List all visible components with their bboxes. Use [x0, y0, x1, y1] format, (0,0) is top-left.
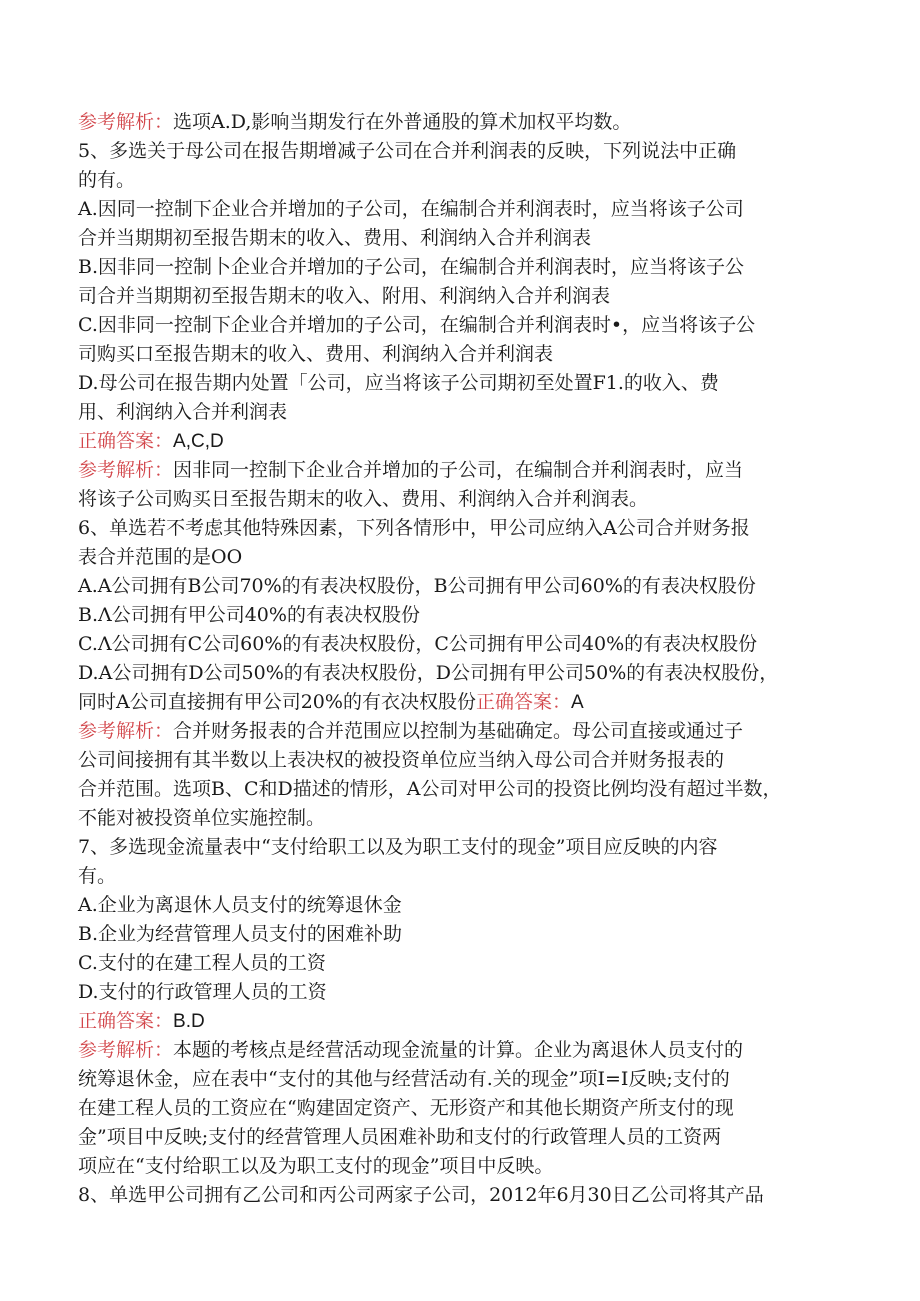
- question-5-option-b: B.因非同一控制卜企业合并增加的子公司，在编制合并利润表时，应当将该子公: [78, 256, 745, 278]
- question-7-answer: [78, 1007, 848, 1036]
- question-5-explanation: [78, 456, 848, 485]
- label-line-explanation-4: [78, 108, 848, 137]
- question-7-stem-cont: 有。: [78, 865, 117, 887]
- question-5-option-b-cont: 司合并当期期初至报告期末的收入、附用、利润纳入合并利润表: [78, 285, 611, 307]
- question-5-stem: 5、多选关于母公司在报告期增减子公司在合并利润表的反映，下列说法中正确: [78, 140, 737, 162]
- explanation-label: 参考解析：: [78, 720, 174, 742]
- question-6-option-a: A.A公司拥有B公司70%的有表决权股份，B公司拥有甲公司60%的有表决权股份: [78, 575, 756, 597]
- answer-value: A,C,D: [173, 431, 224, 452]
- question-6-option-d: D.A公司拥有D公司50%的有表决权股份，D公司拥有甲公司50%的有表决权股份，: [78, 662, 779, 684]
- question-5-option-d: D.母公司在报告期内处置「公司，应当将该子公司期初至处置F1.的收入、费: [78, 372, 719, 394]
- answer-label: 正确答案：: [78, 1010, 174, 1032]
- explanation-label: 参考解析：: [78, 459, 174, 481]
- question-5-explanation-cont: 将该子公司购买日至报告期末的收入、费用、利润纳入合并利润表。: [78, 488, 649, 510]
- question-5-answer: [78, 427, 848, 456]
- explanation-label: 参考解析：: [78, 1039, 174, 1061]
- question-7-option-a: A.企业为离退休人员支付的统筹退休金: [78, 894, 402, 916]
- question-6-option-c: C.Λ公司拥有C公司60%的有表决权股份，C公司拥有甲公司40%的有表决权股份: [78, 633, 758, 655]
- answer-label: 正确答案：: [475, 691, 571, 713]
- question-5-option-c: C.因非同一控制下企业合并增加的子公司，在编制合并利润表时•，应当将该子公: [78, 314, 756, 336]
- answer-label: 正确答案：: [78, 430, 174, 452]
- question-6-stem: 6、单选若不考虑其他特殊因素，下列各情形中，甲公司应纳入A公司合并财务报: [78, 517, 750, 539]
- question-7-option-d: D.支付的行政管理人员的工资: [78, 981, 327, 1003]
- question-7-explanation: [78, 1036, 848, 1065]
- question-6-explanation-cont-2: 合并范围。选项B、C和D描述的情形，A公司对甲公司的投资比例均没有超过半数，: [78, 778, 782, 800]
- explanation-text: 合并财务报表的合并范围应以控制为基础确定。母公司直接或通过子: [173, 720, 744, 742]
- question-5-option-a: A.因同一控制下企业合并增加的子公司，在编制合并利润表时，应当将该子公司: [78, 198, 744, 220]
- question-7-explanation-cont-1: 统筹退休金，应在表中“支付的其他与经营活动有.关的现金”项I=I反映;支付的: [78, 1068, 730, 1090]
- question-8-stem: 8、单选甲公司拥有乙公司和丙公司两家子公司，2012年6月30日乙公司将其产品: [78, 1184, 764, 1206]
- explanation-text: 因非同一控制下企业合并增加的子公司，在编制合并利润表时，应当: [173, 459, 744, 481]
- explanation-text: 本题的考核点是经营活动现金流量的计算。企业为离退休人员支付的: [173, 1039, 744, 1061]
- question-5-option-a-cont: 合并当期期初至报告期末的收入、费用、利润纳入合并利润表: [78, 227, 592, 249]
- question-6-explanation: [78, 717, 848, 746]
- question-6-stem-cont: 表合并范围的是OO: [78, 546, 243, 568]
- question-7-option-b: B.企业为经营管理人员支付的困难补助: [78, 923, 403, 945]
- question-7-explanation-cont-2: 在建工程人员的工资应在“购建固定资产、无形资产和其他长期资产所支付的现: [78, 1097, 734, 1119]
- document-body: [78, 108, 848, 1210]
- option-text: 同时A公司直接拥有甲公司20%的有衣决权股份: [78, 691, 476, 713]
- question-6-explanation-cont-3: 不能对被投资单位实施控制。: [78, 807, 326, 829]
- answer-value: B.D: [173, 1011, 205, 1032]
- question-5-stem-cont: 的有。: [78, 169, 136, 191]
- question-5-option-d-cont: 用、利润纳入合并利润表: [78, 401, 288, 423]
- explanation-text: 选项A.D,影响当期发行在外普通股的算术加权平均数。: [173, 111, 632, 133]
- question-6-explanation-cont-1: 公司间接拥有其半数以上表决权的被投资单位应当纳入母公司合并财务报表的: [78, 749, 725, 771]
- question-7-explanation-cont-4: 项应在“支付给职工以及为职工支付的现金”项目中反映。: [78, 1155, 554, 1177]
- question-7-explanation-cont-3: 金”项目中反映;支付的经营管理人员困难补助和支付的行政管理人员的工资两: [78, 1126, 722, 1148]
- question-7-stem: 7、多选现金流量表中“支付给职工以及为职工支付的现金”项目应反映的内容: [78, 836, 718, 858]
- question-5-option-c-cont: 司购买口至报告期末的收入、费用、利润纳入合并利润表: [78, 343, 554, 365]
- question-7-option-c: C.支付的在建工程人员的工资: [78, 952, 326, 974]
- explanation-label: 参考解析：: [78, 111, 174, 133]
- question-6-option-d-cont: [78, 688, 848, 717]
- answer-value: A: [570, 692, 584, 713]
- question-6-option-b: B.Λ公司拥有甲公司40%的有表决权股份: [78, 604, 420, 626]
